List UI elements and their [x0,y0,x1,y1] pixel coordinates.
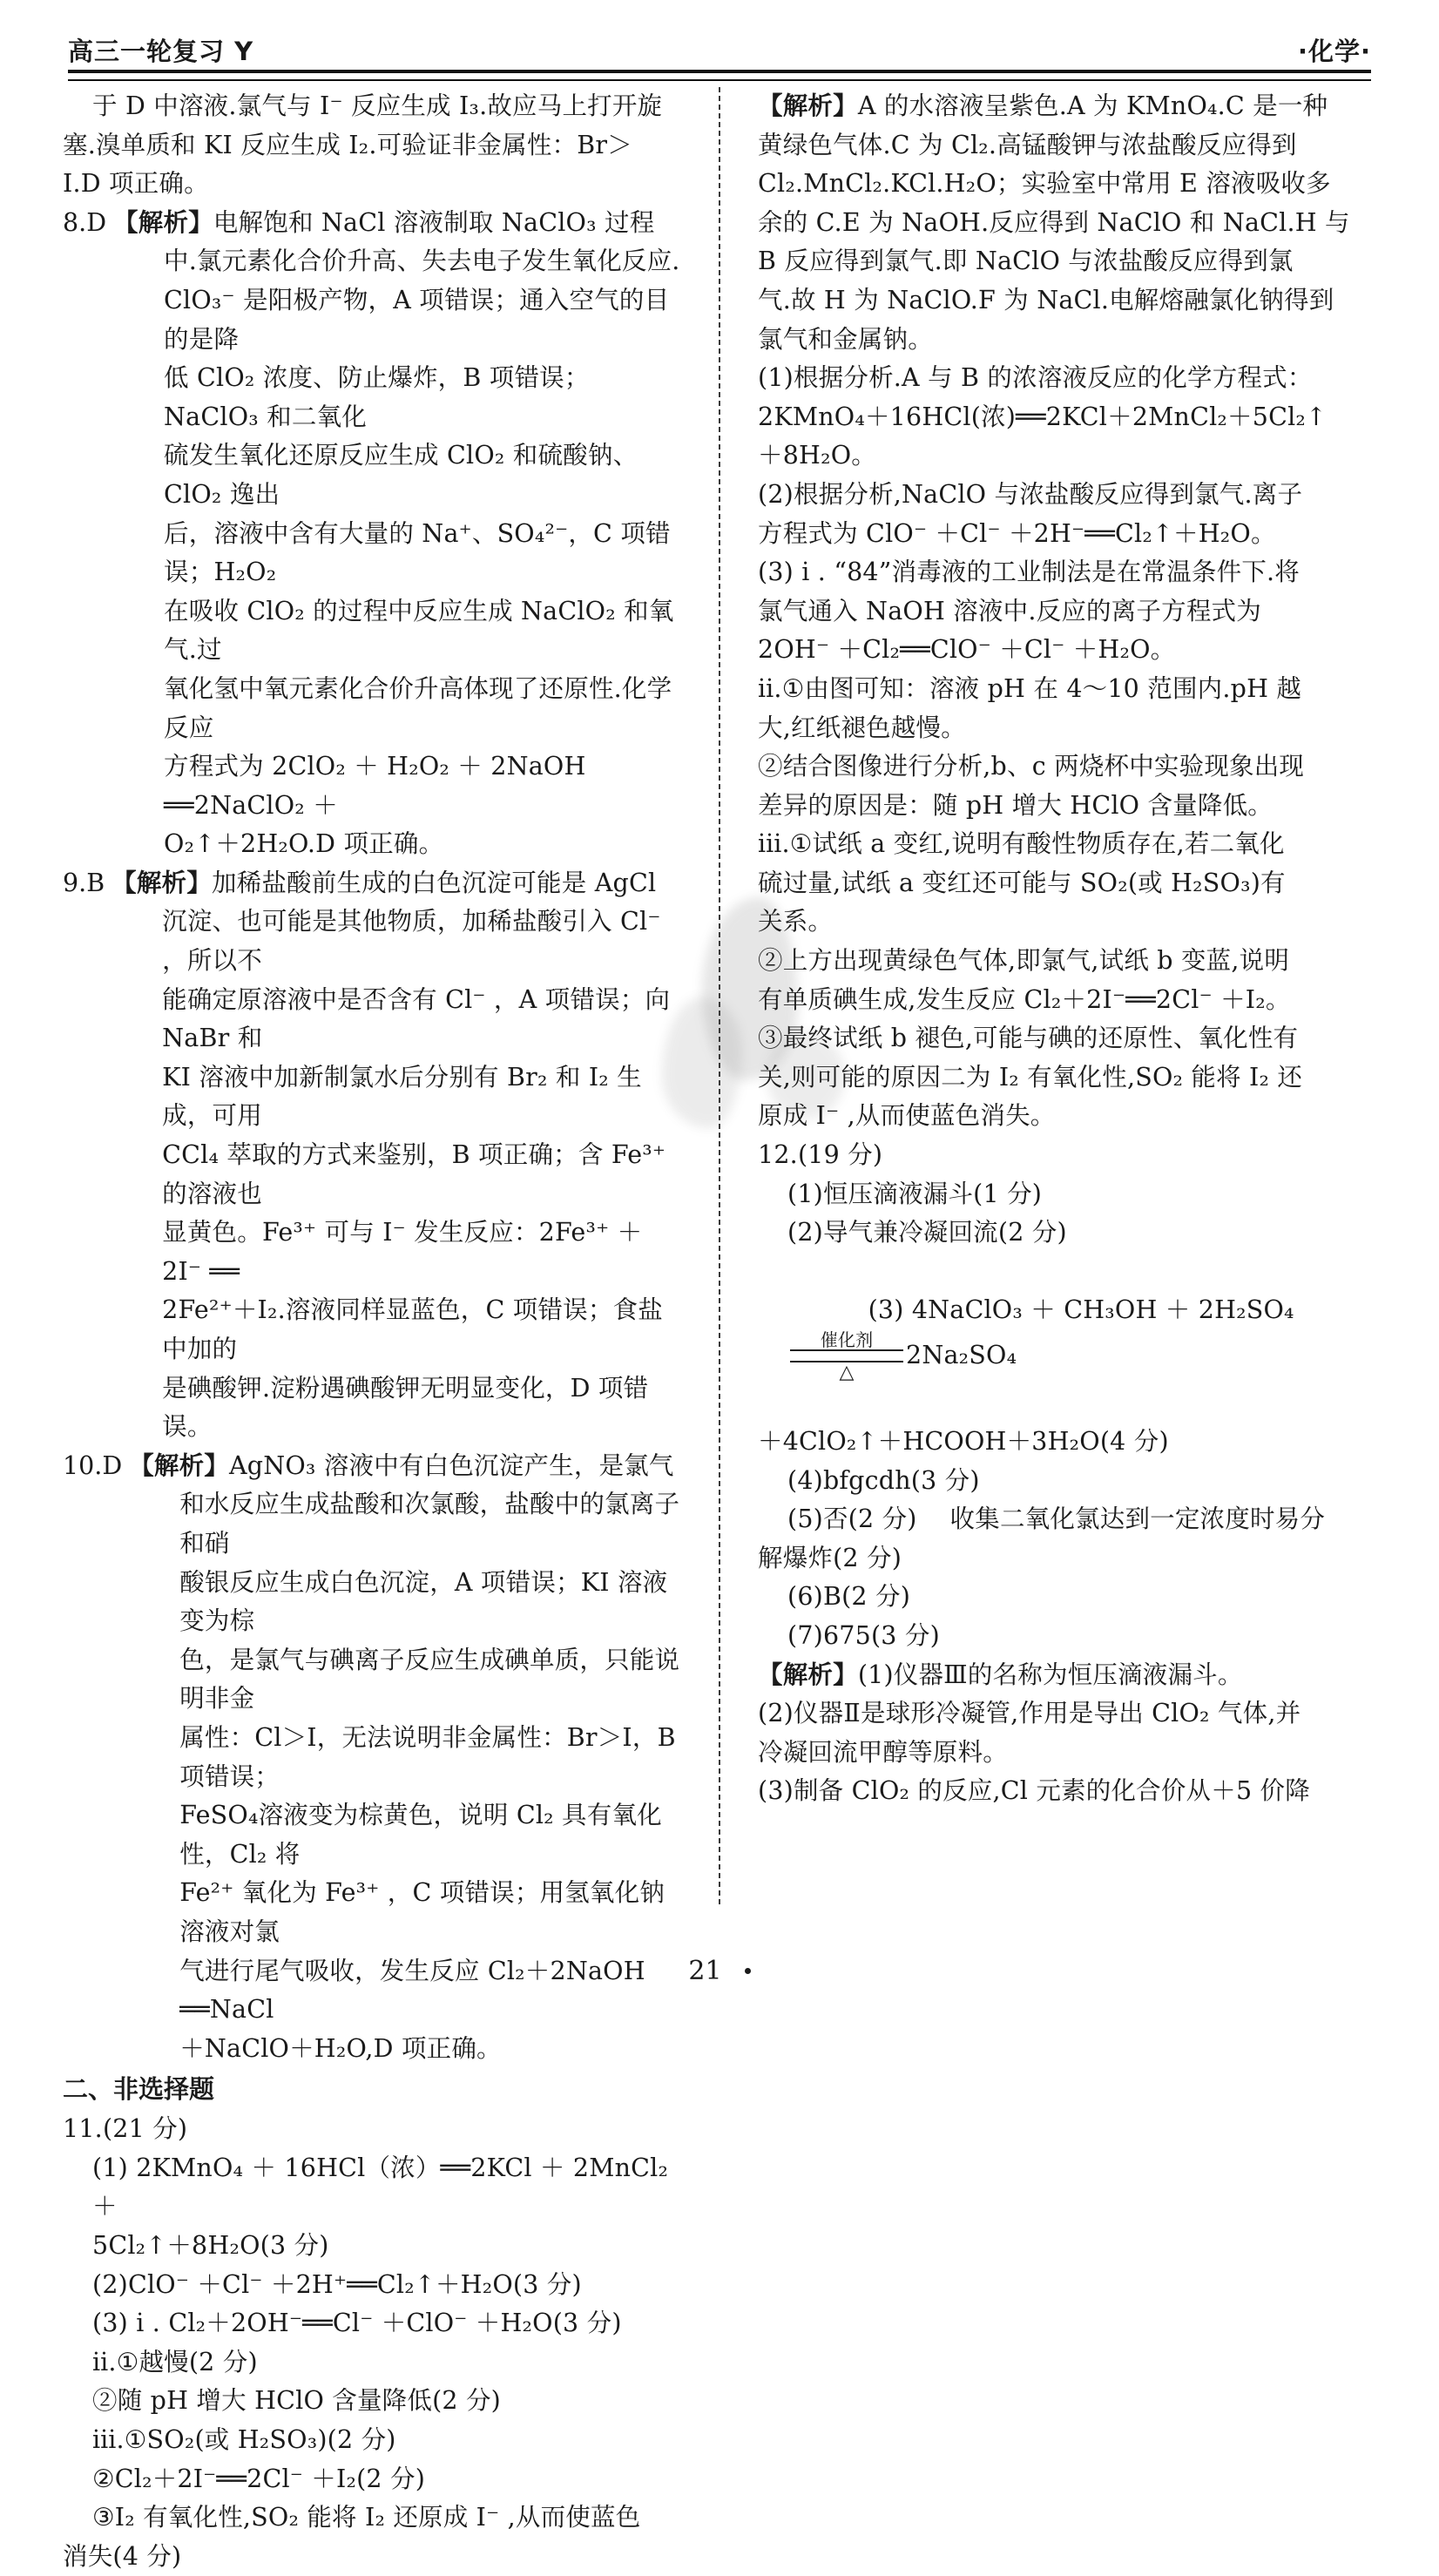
text-line: 能确定原溶液中是否含有 Cl⁻ ，A 项错误；向 NaBr 和 [162,984,679,1053]
answer-item-12 [758,1136,1376,1811]
text-line: ②随 pH 增大 HClO 含量降低(2 分) [92,2386,502,2416]
text-line: 原成 I⁻ ,从而使蓝色消失。 [758,1101,1056,1131]
section-heading: 二、非选择题 [63,2074,215,2105]
text-line: 解爆炸(2 分) [758,1543,902,1572]
text-line: ＋NaClO＋H₂O,D 项正确。 [179,2033,502,2063]
text-line: 是碘酸钾.淀粉遇碘酸钾无明显变化，D 项错误。 [162,1373,649,1442]
text-line: ②结合图像进行分析,b、c 两烧杯中实验现象出现 [758,752,1305,781]
text-line: (2)根据分析,NaClO 与浓盐酸反应得到氯气.离子 [758,479,1303,509]
text-line: 方程式为 ClO⁻ ＋Cl⁻ ＋2H⁻══Cl₂↑＋H₂O。 [758,518,1276,548]
text-line: 5Cl₂↑＋8H₂O(3 分) [92,2231,329,2261]
header-rule [68,70,1371,81]
text-line: FeSO₄溶液变为棕黄色，说明 Cl₂ 具有氧化性，Cl₂ 将 [179,1801,662,1869]
text-line [758,87,1376,126]
text-line: (3)制备 ClO₂ 的反应,Cl 元素的化合价从＋5 价降 [758,1776,1310,1806]
text-line: 2KMnO₄＋16HCl(浓)══2KCl＋2MnCl₂＋5Cl₂↑ [758,402,1328,431]
text-run: (1)仪器Ⅲ的名称为恒压滴液漏斗。 [857,1660,1243,1689]
page-number: 21 [688,1956,722,1986]
left-column [63,87,720,2571]
text-line: ⅲ.①试纸 a 变红,说明有酸性物质存在,若二氧化 [758,829,1285,859]
answer-item-9 [63,864,681,1447]
text-line: KI 溶液中加新制氯水后分别有 Br₂ 和 I₂ 生成，可用 [162,1062,642,1131]
text-line: 色，是氯气与碘离子反应生成碘单质，只能说明非金 [179,1645,680,1714]
text-run: A 的水溶液呈紫色.A 为 KMnO₄.C 是一种 [857,91,1328,120]
text-line: 消失(4 分) [63,2541,182,2571]
continued-paragraph [63,87,681,204]
text-line: (1)根据分析.A 与 B 的浓溶液反应的化学方程式： [758,363,1313,393]
answer-item-8 [63,204,681,864]
right-column [720,87,1376,1904]
text-line: 酸银反应生成白色沉淀，A 项错误；KI 溶液变为棕 [179,1567,668,1636]
text-line: (4)bfgcdh(3 分) [787,1465,980,1495]
text-line: ＋8H₂O。 [758,441,876,470]
analysis-tag: 【解析】 [113,207,213,237]
text-line: 差异的原因是：随 pH 增大 HClO 含量降低。 [758,790,1273,820]
text-line: 2OH⁻ ＋Cl₂══ClO⁻ ＋Cl⁻ ＋H₂O。 [758,635,1176,665]
text-run: 加稀盐酸前生成的白色沉淀可能是 AgCl [211,868,657,897]
text-line: Cl₂.MnCl₂.KCl.H₂O；实验室中常用 E 溶液吸收多 [758,169,1331,199]
text-line: ②上方出现黄绿色气体,即氯气,试纸 b 变蓝,说明 [758,946,1290,976]
text-line: 在吸收 ClO₂ 的过程中反应生成 NaClO₂ 和氧气.过 [164,596,674,665]
analysis-tag: 【解析】 [758,91,858,120]
text-run: AgNO₃ 溶液中有白色沉淀产生，是氯气 [229,1450,674,1480]
item-number: 10.D [63,1450,123,1480]
text-line: 氯气和金属钠。 [758,324,933,354]
text-line: ③I₂ 有氧化性,SO₂ 能将 I₂ 还原成 I⁻ ,从而使蓝色 [92,2503,641,2532]
analysis-tag: 【解析】 [758,1660,858,1689]
two-column-body [63,87,1376,2571]
text-line [63,2110,681,2149]
text-line: 气进行尾气吸收，发生反应 Cl₂＋2NaOH ══NaCl [179,1956,654,2025]
footer-dot-icon [745,1968,751,1974]
analysis-tag: 【解析】 [111,868,212,897]
text-line: 有单质碘生成,发生反应 Cl₂＋2I⁻══2Cl⁻ ＋I₂。 [758,984,1291,1014]
running-head [68,23,1371,68]
equation-continuation-line: ＋4ClO₂↑＋HCOOH＋3H₂O(4 分) [758,1426,1169,1456]
text-line: 后，溶液中含有大量的 Na⁺、SO₄²⁻，C 项错误；H₂O₂ [164,518,671,587]
reaction-condition-icon [790,1330,903,1383]
page-footer [0,1956,1439,1986]
text-line: 冷凝回流甲醇等原料。 [758,1737,1009,1767]
text-line: (3) i . Cl₂＋2OH⁻══Cl⁻ ＋ClO⁻ ＋H₂O(3 分) [92,2309,622,2338]
analysis-item-11 [758,87,1376,1136]
item-number: 11. [63,2114,103,2144]
text-line [758,1656,1376,1695]
text-line: 低 ClO₂ 浓度、防止爆炸，B 项错误；NaClO₃ 和二氧化 [164,363,590,431]
text-line: 于 D 中溶液.氯气与 I⁻ 反应生成 I₃.故应马上打开旋 [92,91,663,120]
text-line: 余的 C.E 为 NaOH.反应得到 NaClO 和 NaCl.H 与 [758,207,1350,237]
equation-arrow-bar [790,1349,903,1362]
text-line: 大,红纸褪色越慢。 [758,713,966,742]
running-head-right-title: ·化学· [1297,37,1371,66]
text-line: ③最终试纸 b 褪色,可能与碘的还原性、氧化性有 [758,1024,1299,1053]
text-line: (2)ClO⁻ ＋Cl⁻ ＋2H⁺══Cl₂↑＋H₂O(3 分) [92,2269,582,2299]
text-line: I.D 项正确。 [63,169,209,199]
equation-line [758,1253,1376,1423]
text-line [129,1447,681,1486]
text-line: ⅱ.①越慢(2 分) [92,2347,258,2377]
text-line: (5)否(2 分) 收集二氧化氯达到一定浓度时易分 [787,1504,1326,1534]
equation-reactants: (3) 4NaClO₃ ＋ CH₃OH ＋ 2H₂SO₄ [868,1295,1294,1325]
text-line [113,204,681,243]
text-line: 氯气通入 NaOH 溶液中.反应的离子方程式为 [758,596,1261,625]
text-line: (2)导气兼冷凝回流(2 分) [787,1218,1067,1247]
item-number: 9.B [63,868,105,897]
text-line: 显黄色。Fe³⁺ 可与 I⁻ 发生反应：2Fe³⁺ ＋ 2I⁻ ══ [162,1218,651,1286]
item-score: (21 分) [102,2114,188,2144]
item-number: 12. [758,1140,798,1170]
text-line: 关系。 [758,907,834,936]
text-line: O₂↑＋2H₂O.D 项正确。 [164,829,444,859]
text-line: 中.氯元素化合价升高、失去电子发生氧化反应. [164,247,680,276]
analysis-tag: 【解析】 [129,1450,229,1480]
text-line: (7)675(3 分) [787,1620,940,1650]
text-run: 电解饱和 NaCl 溶液制取 NaClO₃ 过程 [213,207,655,237]
text-line: (1)恒压滴液漏斗(1 分) [787,1179,1043,1208]
text-line: 属性：Cl＞I，无法说明非金属性：Br＞I，B 项错误； [179,1722,685,1791]
item-score: (19 分) [797,1140,883,1170]
text-line: 塞.溴单质和 KI 反应生成 I₂.可验证非金属性：Br＞ [63,130,632,159]
text-line: 方程式为 2ClO₂ ＋ H₂O₂ ＋ 2NaOH ══2NaClO₂ ＋ [164,752,594,820]
item-number: 8.D [63,207,107,237]
text-line: ⅱ.①由图可知：溶液 pH 在 4～10 范围内.pH 越 [758,673,1302,703]
text-line: Fe²⁺ 氧化为 Fe³⁺ ，C 项错误；用氢氧化钠溶液对氯 [179,1878,665,1946]
text-line: 氧化氢中氧元素化合价升高体现了还原性.化学反应 [164,673,672,742]
answer-item-11 [63,2110,681,2576]
text-line: 气.故 H 为 NaClO.F 为 NaCl.电解熔融氯化钠得到 [758,285,1334,314]
text-line: 关,则可能的原因二为 I₂ 有氧化性,SO₂ 能将 I₂ 还 [758,1062,1303,1092]
text-line [111,864,681,903]
text-line: 硫过量,试纸 a 变红还可能与 SO₂(或 H₂SO₃)有 [758,868,1286,897]
text-line: ②Cl₂＋2I⁻══2Cl⁻ ＋I₂(2 分) [92,2464,426,2493]
text-line: 黄绿色气体.C 为 Cl₂.高锰酸钾与浓盐酸反应得到 [758,130,1297,159]
text-line: (2)仪器Ⅱ是球形冷凝管,作用是导出 ClO₂ 气体,并 [758,1699,1301,1728]
condition-heat-label: △ [839,1362,855,1384]
text-line [758,1136,1376,1175]
text-line: B 反应得到氯气.即 NaClO 与浓盐酸反应得到氯 [758,247,1294,276]
text-line: ClO₃⁻ 是阳极产物，A 项错误；通入空气的目的是降 [164,285,670,354]
text-line: CCl₄ 萃取的方式来鉴别，B 项正确；含 Fe³⁺ 的溶液也 [162,1140,674,1208]
condition-catalyst-label: 催化剂 [820,1329,874,1350]
text-line: ⅲ.①SO₂(或 H₂SO₃)(2 分) [92,2425,396,2455]
text-line: 2Fe²⁺＋I₂.溶液同样显蓝色，C 项错误；食盐中加的 [162,1295,663,1363]
running-head-left-title: 高三一轮复习 Y [68,37,254,66]
text-line: 沉淀、也可能是其他物质，加稀盐酸引入 Cl⁻ ，所以不 [162,907,669,976]
text-line: (3) i . “84”消毒液的工业制法是在常温条件下.将 [758,558,1300,587]
text-line: (1) 2KMnO₄ ＋ 16HCl（浓）══2KCl ＋ 2MnCl₂ ＋ [92,2153,677,2221]
equation-products: 2Na₂SO₄ [906,1341,1017,1370]
text-line: 和水反应生成盐酸和次氯酸，盐酸中的氯离子和硝 [179,1490,680,1558]
text-line: (6)B(2 分) [787,1582,911,1612]
text-line: 硫发生氧化还原反应生成 ClO₂ 和硫酸钠、ClO₂ 逸出 [164,441,638,509]
